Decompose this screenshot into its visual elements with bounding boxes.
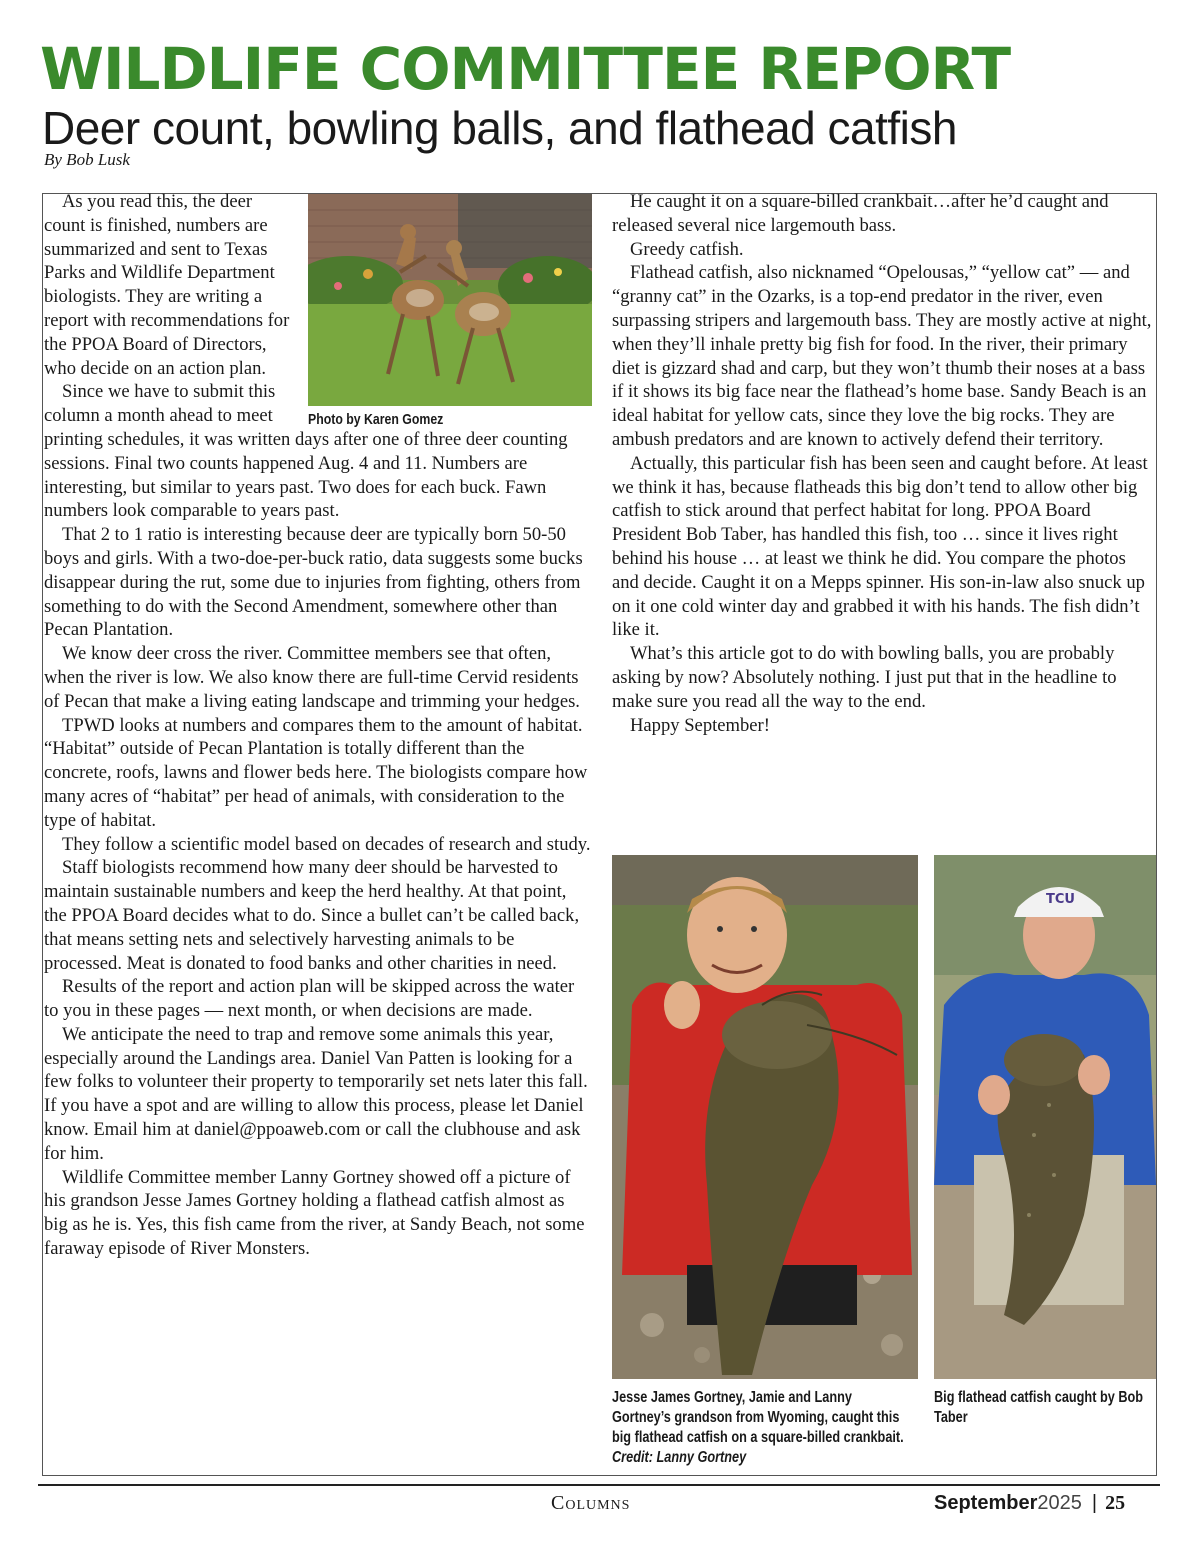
jesse-catfish-image [612,855,918,1379]
left-paragraph: We anticipate the need to trap and remove some animals this year, especially around the Landings area. Daniel Van Patten is looking for a few folks to volunteer their property to temporarily set nets later this fall. If you have a spot and are willing to allow this process, please let Daniel know. Email him at daniel@ppoaweb.com or call the clubhouse and ask for him. [44,1023,588,1164]
left-paragraph: As you read this, the deer count is finished, numbers are summarized and sent to Texas Parks and Wildlife Department biologists. They are writing a report with recommendations for the PPOA Board of Directors, who decide on an action plan. [44,191,290,379]
left-paragraph: They follow a scientific model based on decades of research and study. [62,833,591,855]
footer-section-name: Columns [551,1492,631,1514]
bob-catfish-photo [934,855,1156,1379]
right-paragraph: What’s this article got to do with bowling balls, you are probably asking by now? Absolutely nothing. I just put that in the headline to make sure you read all the way to the end. [612,643,1117,712]
right-paragraph: Actually, this particular fish has been seen and caught before. At least we think it has, because flatheads this big don’t tend to allow other big catfish to stick around that perfect habitat for long. PPOA Board President Bob Taber, has handled this fish, too … since it lives right behind his house … at least we think he did. You compare the photos and decide. Caught it on a Mepps spinner. His son-in-law also snuck up on it one cold winter day and grabbed it with his hands. The fish didn’t like it. [612,452,1148,641]
jesse-caption-text: Jesse James Gortney, Jamie and Lanny Gortney’s grandson from Wyoming, caught this big flathead catfish on a square-billed crankbait. [612,1389,904,1446]
left-paragraph: TPWD looks at numbers and compares them to the amount of habitat. “Habitat” outside of Pecan Plantation is totally different than the concrete, roofs, lawns and flower beds here. The biologists compare how many acres of “habitat” per head of animals, with consideration to the type of habitat. [44,714,588,831]
footer-date-page [934,1492,1125,1515]
cap-logo-text: TCU [1046,892,1075,907]
footer-separator: | [1091,1492,1098,1514]
deer-photo [308,194,592,406]
right-column [612,190,1156,737]
right-paragraph: Flathead catfish, also nicknamed “Opelousas,” “yellow cat” — and “granny cat” in the Ozarks, is a top-end predator in the river, even surpassing stripers and largemouth bass. They are mostly active at night, when they’ll inhale pretty big fish for food. In the river, their primary diet is gizzard shad and carp, but they won’t thumb their noses at a bass if it shows its big face near the flathead’s home base. Sandy Beach is an ideal habitat for yellow cats, since they love the big rocks. They are ambush predators and are known to actively defend their territory. [612,262,1152,450]
bob-photo-caption: Big flathead catfish caught by Bob Taber [934,1389,1144,1426]
left-paragraph: Staff biologists recommend how many deer should be harvested to maintain sustainable numbers and keep the herd healthy. At that point, the PPOA Board decides what to do. Since a bullet can’t be called back, that means setting nets and selectively harvesting animals to be processed. Meat is donated to food banks and other charities in need. [44,857,580,974]
footer-month: September [934,1492,1038,1514]
footer-rule [38,1484,1160,1486]
jesse-catfish-photo [612,855,918,1379]
byline: By Bob Lusk [44,150,130,169]
deer-photo-caption: Photo by Karen Gomez [308,411,444,428]
left-paragraph: That 2 to 1 ratio is interesting because deer are typically born 50-50 boys and girls. With a two-doe-per-buck ratio, data suggests some bucks disappear during the rut, some due to injuries from fighting, others from something to do with the Second Amendment, somewhere other than Pecan Plantation. [44,524,583,641]
page-subtitle: Deer count, bowling balls, and flathead catfish [42,102,957,154]
bob-catfish-image [934,855,1156,1379]
left-column [44,190,592,1261]
left-paragraph: Results of the report and action plan will be skipped across the water to you in these pages — next month, or when decisions are made. [44,976,575,1022]
page-number: 25 [1105,1492,1126,1514]
left-paragraph: We know deer cross the river. Committee members see that often, when the river is low. We also know there are full-time Cervid residents of Pecan that make a living eating landscape and trimming your hedges. [44,643,580,712]
left-paragraph: Since we have to submit this column a month ahead to meet printing schedules, it was written days after one of three deer counting sessions. Final two counts happened Aug. 4 and 11. Numbers are interesting, but similar to years past. Two does for each buck. Fawn numbers look comparable to years past. [44,381,568,522]
page-title: WILDLIFE COMMITTEE REPORT [40,35,1011,103]
right-paragraph: Happy September! [630,714,770,736]
jesse-photo-credit: Credit: Lanny Gortney [612,1449,747,1466]
deer-photo-figure [308,194,592,428]
right-paragraph: He caught it on a square-billed crankbait…after he’d caught and released several nice largemouth bass. [612,191,1109,236]
right-paragraph: Greedy catfish. [630,238,744,260]
footer-year: 2025 [1037,1492,1082,1514]
jesse-photo-caption [612,1388,909,1468]
left-paragraph: Wildlife Committee member Lanny Gortney showed off a picture of his grandson Jesse James Gortney holding a flathead catfish almost as big as he is. Yes, this fish came from the river, at Sandy Beach, not some faraway episode of River Monsters. [44,1166,585,1260]
